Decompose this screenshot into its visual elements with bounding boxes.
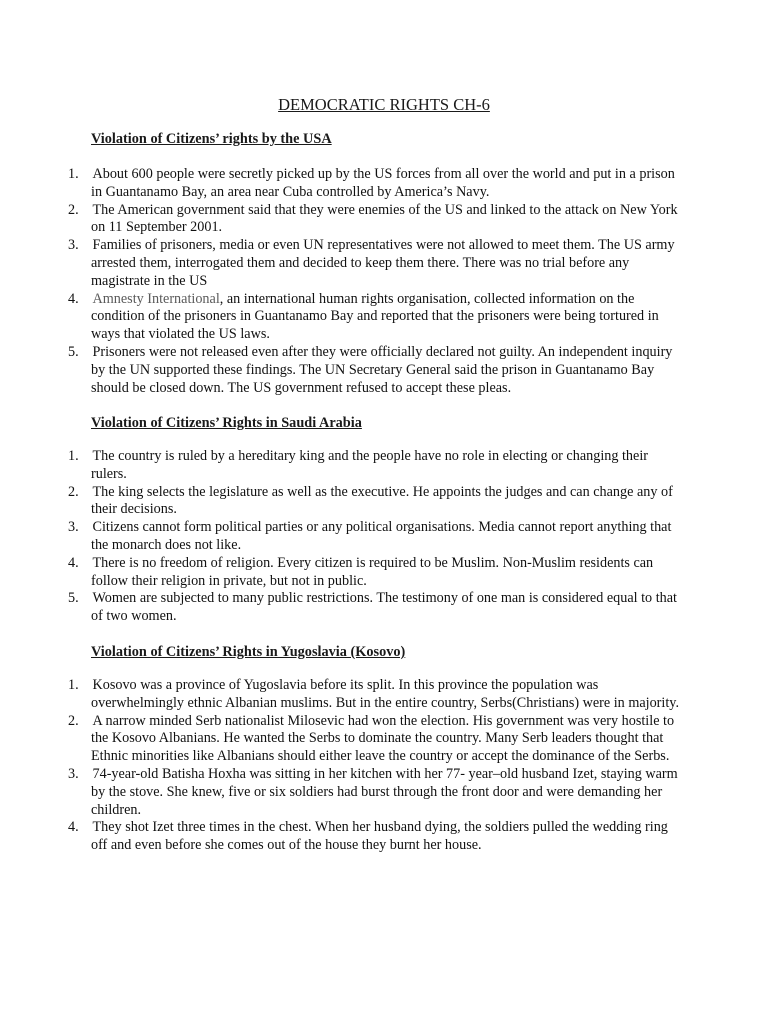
list-item: [68, 344, 680, 397]
section-list-saudi-arabia: [68, 448, 680, 626]
list-text: , an international human rights organisation, collected information on the condition of the prisoners in Guantanamo Bay and reported that the prisoners were being tortured in ways that violated the US laws.: [91, 290, 659, 343]
section-heading-usa: Violation of Citizens’ rights by the USA: [91, 131, 332, 147]
list-text: 74-year-old Batisha Hoxha was sitting in her kitchen with her 77- year–old husband Izet, staying warm by the stove. She knew, five or six soldiers had burst through the front door and were demanding her children.: [91, 765, 678, 818]
amnesty-international-text: Amnesty International: [92, 290, 220, 307]
list-number: 5.: [68, 590, 79, 607]
section-list-usa: [68, 166, 680, 397]
list-text: About 600 people were secretly picked up by the US forces from all over the world and put in a prison in Guantanamo Bay, an area near Cuba controlled by America’s Navy.: [91, 166, 675, 200]
list-text: Women are subjected to many public restrictions. The testimony of one man is considered equal to that of two women.: [91, 590, 677, 625]
list-text: A narrow minded Serb nationalist Milosevic had won the election. His government was very hostile to the Kosovo Albanians. He wanted the Serbs to dominate the country. Many Serb leaders thought that Ethnic minorities like Albanians should either leave the country or accept the dominance of the Serbs.: [91, 712, 675, 765]
list-text: There is no freedom of religion. Every citizen is required to be Muslim. Non-Muslim residents can follow their religion in private, but not in public.: [91, 554, 654, 589]
list-text: Citizens cannot form political parties or any political organisations. Media cannot report anything that the monarch does not like.: [91, 519, 672, 553]
list-text: The country is ruled by a hereditary king and the people have no role in electing or changing their rulers.: [91, 448, 648, 482]
list-text: Kosovo was a province of Yugoslavia before its split. In this province the population was overwhelmingly ethnic Albanian muslims. But in the entire country, Serbs(Christians) were in majority.: [91, 677, 680, 711]
list-text: They shot Izet three times in the chest. When her husband dying, the soldiers pulled the wedding ring off and even before she comes out of the house they burnt her house.: [91, 819, 668, 854]
list-number: 2.: [68, 201, 79, 218]
list-number: 3.: [68, 765, 79, 782]
list-text: The American government said that they were enemies of the US and linked to the attack on New York on 11 September 2001.: [91, 201, 678, 236]
list-item: [68, 291, 680, 344]
list-number: 3.: [68, 519, 79, 536]
list-item: [68, 555, 680, 591]
list-item: [68, 819, 680, 855]
page-title: DEMOCRATIC RIGHTS CH-6: [278, 95, 490, 114]
list-number: 1.: [68, 448, 79, 464]
list-item: [68, 713, 680, 766]
list-number: 2.: [68, 712, 79, 729]
list-number: 3.: [68, 237, 79, 254]
list-item: [68, 519, 680, 555]
list-item: [68, 448, 680, 484]
list-text: Families of prisoners, media or even UN representatives were not allowed to meet them. The US army arrested them, interrogated them and decided to keep them there. There was no trial before any magistrate in the US: [91, 237, 675, 289]
list-item: [68, 166, 680, 202]
section-heading-saudi-arabia: Violation of Citizens’ Rights in Saudi Arabia: [91, 415, 362, 431]
list-item: [68, 484, 680, 520]
list-number: 5.: [68, 343, 79, 360]
list-number: 4.: [68, 819, 79, 836]
list-text: Prisoners were not released even after they were officially declared not guilty. An independent inquiry by the UN supported these findings. The UN Secretary General said the prison in Guantanamo Bay should be closed down. The US government refused to accept these pleas.: [91, 343, 673, 396]
list-text-with-lead: [91, 291, 680, 344]
list-item: [68, 766, 680, 819]
list-item: [68, 202, 680, 238]
section-list-yugoslavia: [68, 677, 680, 855]
section-heading-yugoslavia: Violation of Citizens’ Rights in Yugoslavia (Kosovo): [91, 644, 406, 660]
list-number: 2.: [68, 483, 79, 500]
list-number: 4.: [68, 290, 79, 307]
list-number: 1.: [68, 166, 79, 182]
list-number: 4.: [68, 554, 79, 571]
list-item: [68, 237, 680, 290]
list-text: The king selects the legislature as well as the executive. He appoints the judges and can change any of their decisions.: [91, 483, 673, 518]
list-item: [68, 677, 680, 713]
list-number: 1.: [68, 677, 79, 693]
list-item: [68, 590, 680, 626]
